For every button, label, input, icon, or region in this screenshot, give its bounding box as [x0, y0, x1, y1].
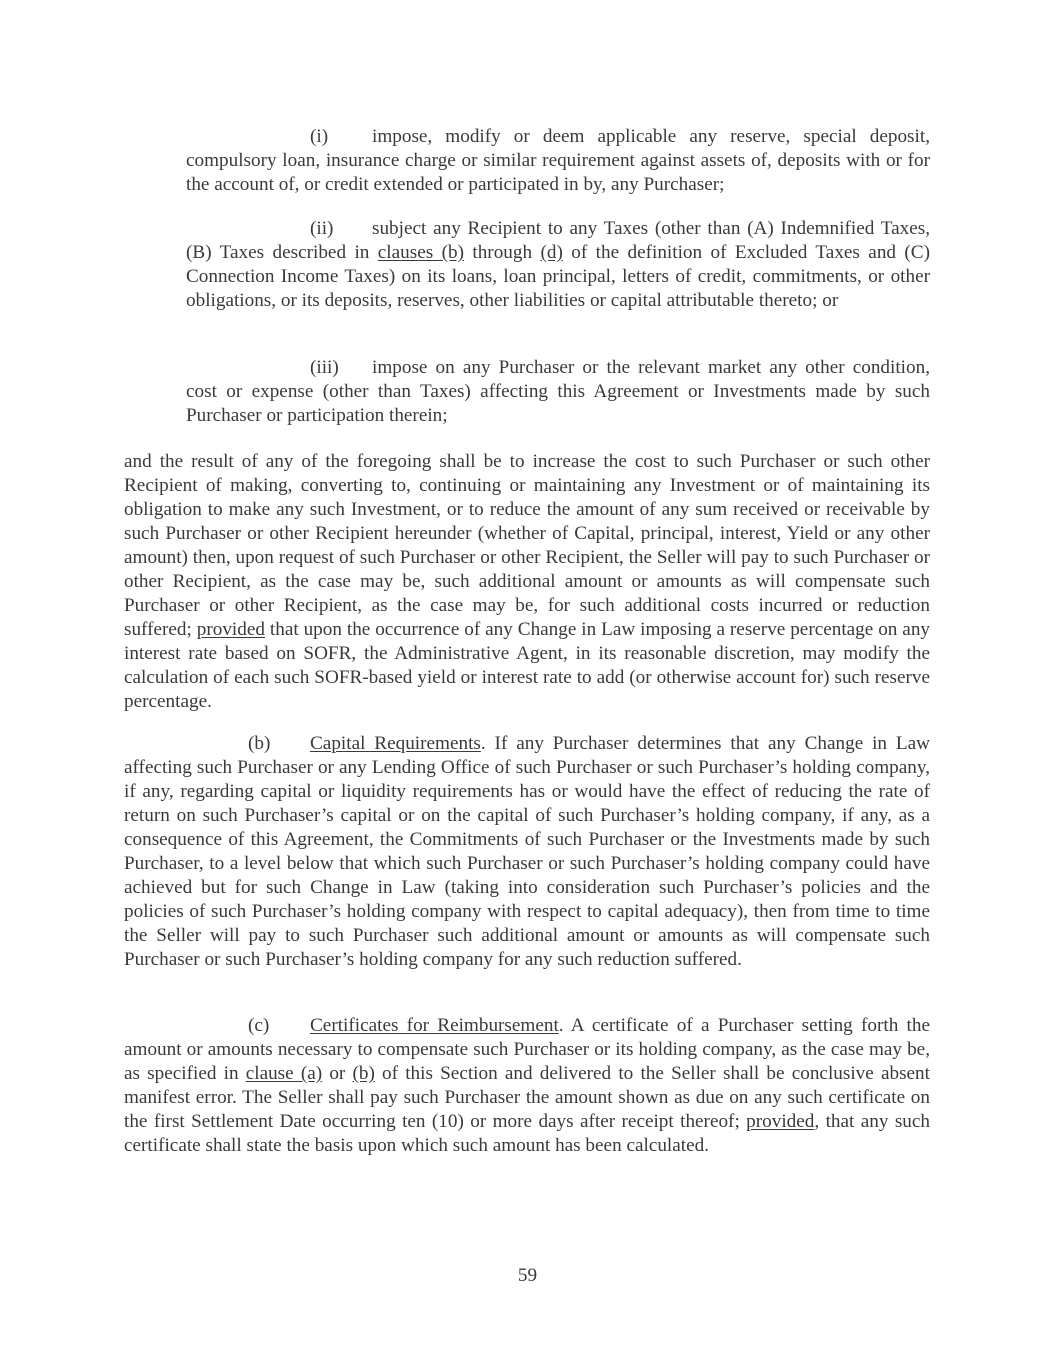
clause-iii-text: impose on any Purchaser or the relevant market any other condition, cost or expense (other than Taxes) affecting this Agreement or Investments made by such Purchaser or participation therein;: [186, 357, 930, 426]
section-c-label: (c): [248, 1015, 270, 1036]
section-c-text-1: . A certificate of a Purchaser setting forth the amount or amounts necessary to compensate such Purchaser or its holding company, as the case may be, as specified in: [124, 1015, 930, 1084]
section-b-text: . If any Purchaser determines that any Change in Law affecting such Purchaser or any Lending Office of such Purchaser or such Purchaser’s holding company, if any, regarding capital or liquidity requirements has or would have the effect of reducing the rate of return on such Purchaser’s capital or on the capital of such Purchaser’s holding company, if any, as a consequence of this Agreement, the Commitments of such Purchaser or the Investments made by such Purchaser, to a level below that which such Purchaser or such Purchaser’s holding company could have achieved but for such Change in Law (taking into consideration such Purchaser’s policies and the policies of such Purchaser’s holding company with respect to capital adequacy), then from time to time the Seller will pay to such Purchaser such additional amount or amounts as will compensate such Purchaser or such Purchaser’s holding company for any such reduction suffered.: [124, 733, 930, 970]
section-c-paragraph: [124, 1014, 930, 1158]
provided-term: provided: [196, 619, 265, 640]
clause-a-reference: clause (a): [245, 1063, 323, 1084]
clause-ii-text-3: of the definition of Excluded Taxes and (C) Connection Income Taxes) on its loans, loan principal, letters of credit, commitments, or other obligations, or its deposits, reserves, other liabilities or capital attributable thereto; or: [186, 242, 930, 311]
clause-i: [186, 125, 930, 197]
clause-ii-label: (ii): [310, 218, 334, 239]
section-b-paragraph: [124, 732, 930, 972]
section-c-text-2: or: [322, 1063, 353, 1084]
clause-iii-label: (iii): [310, 357, 339, 378]
section-c-heading: Certificates for Reimbursement: [310, 1015, 559, 1036]
clause-i-label: (i): [310, 126, 329, 147]
clause-i-text: impose, modify or deem applicable any reserve, special deposit, compulsory loan, insurance charge or similar requirement against assets of, deposits with or for the account of, or credit extended or participated in by, any Purchaser;: [186, 126, 930, 195]
clause-iii: [186, 356, 930, 428]
result-paragraph: [124, 450, 930, 714]
section-b-heading: Capital Requirements: [310, 733, 481, 754]
result-text-1: and the result of any of the foregoing shall be to increase the cost to such Purchaser or such other Recipient of making, converting to, continuing or maintaining any Investment or of maintaining its obligation to make any such Investment, or to reduce the amount of any sum received or receivable by such Purchaser or other Recipient hereunder (whether of Capital, principal, interest, Yield or any other amount) then, upon request of such Purchaser or other Recipient, the Seller will pay to such Purchaser or other Recipient, as the case may be, such additional amount or amounts as will compensate such Purchaser or other Recipient, as the case may be, for such additional costs incurred or reduction suffered;: [124, 451, 930, 640]
clauses-b-reference: clauses (b): [377, 242, 464, 263]
section-c-text-4: , that any such certificate shall state the basis upon which such amount has been calculated.: [124, 1111, 930, 1156]
clause-ii-text-2: through: [463, 242, 541, 263]
section-c-text-3: of this Section and delivered to the Seller shall be conclusive absent manifest error. The Seller shall pay such Purchaser the amount shown as due on any such certificate on the first Settlement Date occurring ten (10) or more days after receipt thereof;: [124, 1063, 930, 1132]
clause-b-reference: (b): [352, 1063, 375, 1084]
clause-ii-text-1: subject any Recipient to any Taxes (other than (A) Indemnified Taxes, (B) Taxes described in: [186, 218, 930, 263]
clause-d-reference: (d): [540, 242, 563, 263]
section-b-label: (b): [248, 733, 271, 754]
page-number: 59: [517, 1265, 538, 1286]
provided-term-2: provided: [746, 1111, 815, 1132]
result-text-2: that upon the occurrence of any Change in Law imposing a reserve percentage on any interest rate based on SOFR, the Administrative Agent, in its reasonable discretion, may modify the calculation of each such SOFR-based yield or interest rate to add (or otherwise account for) such reserve percentage.: [124, 619, 931, 712]
clause-ii: [186, 217, 930, 313]
